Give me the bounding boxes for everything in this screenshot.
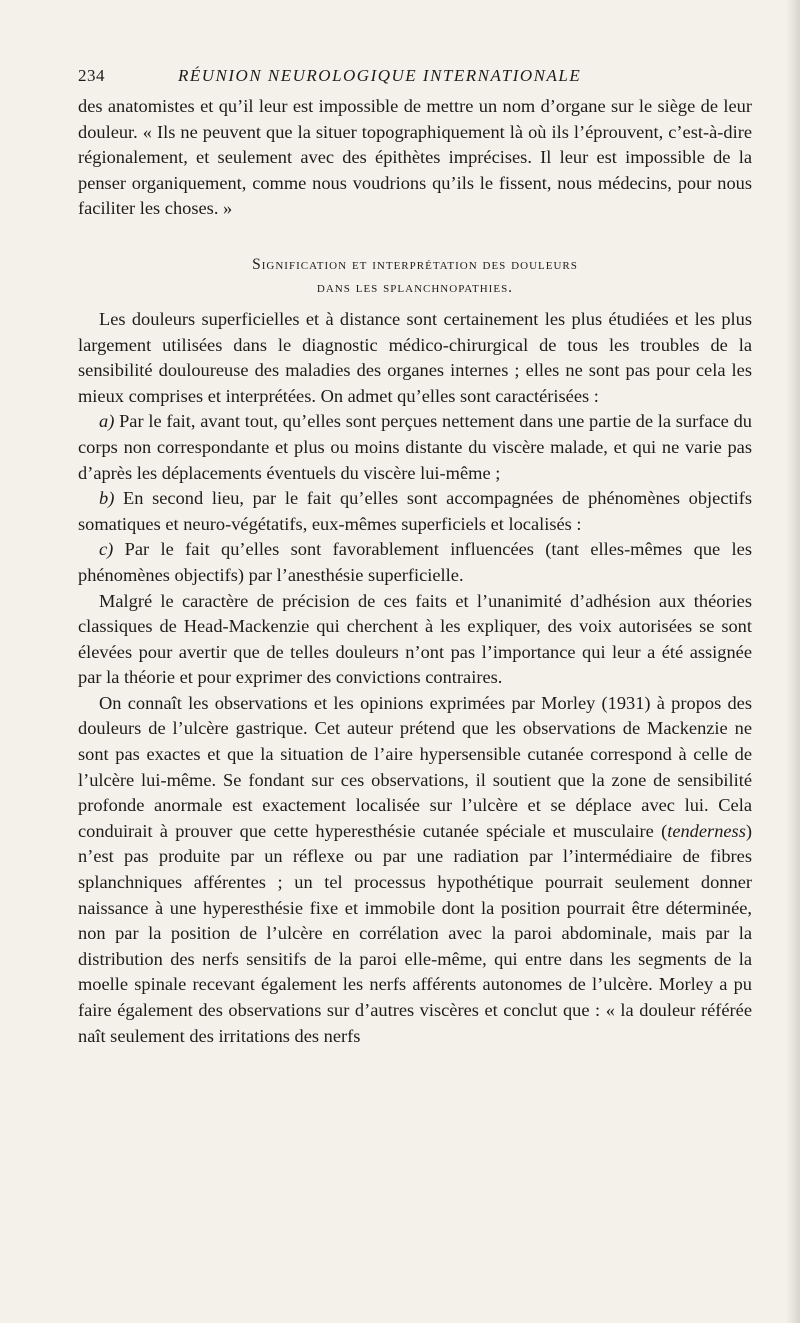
list-item-c-label: c): [99, 539, 114, 560]
list-item-b: [78, 486, 752, 537]
book-page: [78, 66, 752, 1049]
list-item-a-label: a): [99, 411, 115, 432]
page-number: 234: [78, 66, 105, 85]
section-title-line-2: dans les splanchnopathies.: [316, 278, 514, 296]
list-item-b-label: b): [99, 488, 115, 509]
running-title: RÉUNION NEUROLOGIQUE INTERNATIONALE: [178, 66, 582, 85]
paragraph-2: Malgré le caractère de précision de ces faits et l’unanimité d’adhésion aux théories classiques de Head-Mackenzie qui cherchent à les expliquer, des voix autorisées se sont élevées pour avertir que de telles douleurs n’ont pas l’importance qui leur a été assignée par la théorie et pour exprimer des convictions contraires.: [78, 590, 752, 688]
body-text: [78, 94, 752, 1049]
list-item-c-text: Par le fait qu’elles sont favorablement influencées (tant elles-mêmes que les phénomènes objectifs) par l’anesthésie superficielle.: [78, 539, 752, 585]
paragraph-3-part-1: On connaît les observations et les opinions exprimées par Morley (1931) à propos des douleurs de l’ulcère gastrique. Cet auteur prétend que les observations de Mackenzie ne sont pas exactes et que la situation de l’aire hypersensible cutanée correspond à celle de l’ulcère lui-même. Se fondant sur ces observations, il soutient que la zone de sensibilité profonde anormale est exactement localisée sur l’ulcère et se déplace avec lui. Cela conduirait à prouver que cette hyperesthésie cutanée spéciale et musculaire (: [78, 692, 752, 841]
tenderness-term: tenderness: [667, 820, 746, 841]
section-title-line-1: Signification et interprétation des douleurs: [252, 255, 578, 273]
list-item-b-text: En second lieu, par le fait qu’elles sont accompagnées de phénomènes objectifs somatiques et neuro-végétatifs, eux-mêmes superficiels et localisés :: [78, 488, 752, 534]
paragraph-1: Les douleurs superficielles et à distance sont certainement les plus étudiées et les plus largement utilisées dans le diagnostic médico-chirurgical de tous les troubles de la sensibilité douloureuse des maladies des organes internes ; elles ne sont pas pour cela les mieux comprises et interprétées. On admet qu’elles sont caractérisées :: [78, 308, 752, 406]
list-item-a-text: Par le fait, avant tout, qu’elles sont perçues nettement dans une partie de la surface du corps non correspondante et plus ou moins distante du viscère malade, et qui ne varie pas d’après les déplacements éventuels du viscère lui-même ;: [78, 411, 752, 483]
intro-paragraph: des anatomistes et qu’il leur est impossible de mettre un nom d’organe sur le siège de leur douleur. « Ils ne peuvent que la situer topographiquement là où ils l’éprouvent, c’est-à-dire régionalement, et seulement avec des épithètes imprécises. Il leur est impossible de la penser organiquement, comme nous voudrions qu’ils le fissent, nous médecins, pour nous faciliter les choses. »: [78, 96, 752, 219]
paragraph-3-part-2: ) n’est pas produite par un réflexe ou par une radiation par l’intermédiaire de fibres splanchniques afférentes ; un tel processus hypothétique pourrait seulement donner naissance à une hyperesthésie fixe et immobile dont la position pourrait être déterminée, non par la position de l’ulcère en corrélation avec la paroi abdominale, mais par la distribution des nerfs sensitifs de la paroi elle-même, qui entre dans les segments de la moelle spinale recevant également les nerfs afférents autonomes de l’ulcère. Morley a pu faire également des observations sur d’autres viscères et conclut que : « la douleur référée naît seulement des irritations des nerfs: [78, 820, 752, 1046]
page-edge-shadow: [786, 0, 800, 1323]
paragraph-3: [78, 691, 752, 1049]
section-title: [78, 253, 752, 299]
list-item-a: [78, 409, 752, 486]
list-item-c: [78, 537, 752, 588]
page-header: [78, 66, 752, 94]
